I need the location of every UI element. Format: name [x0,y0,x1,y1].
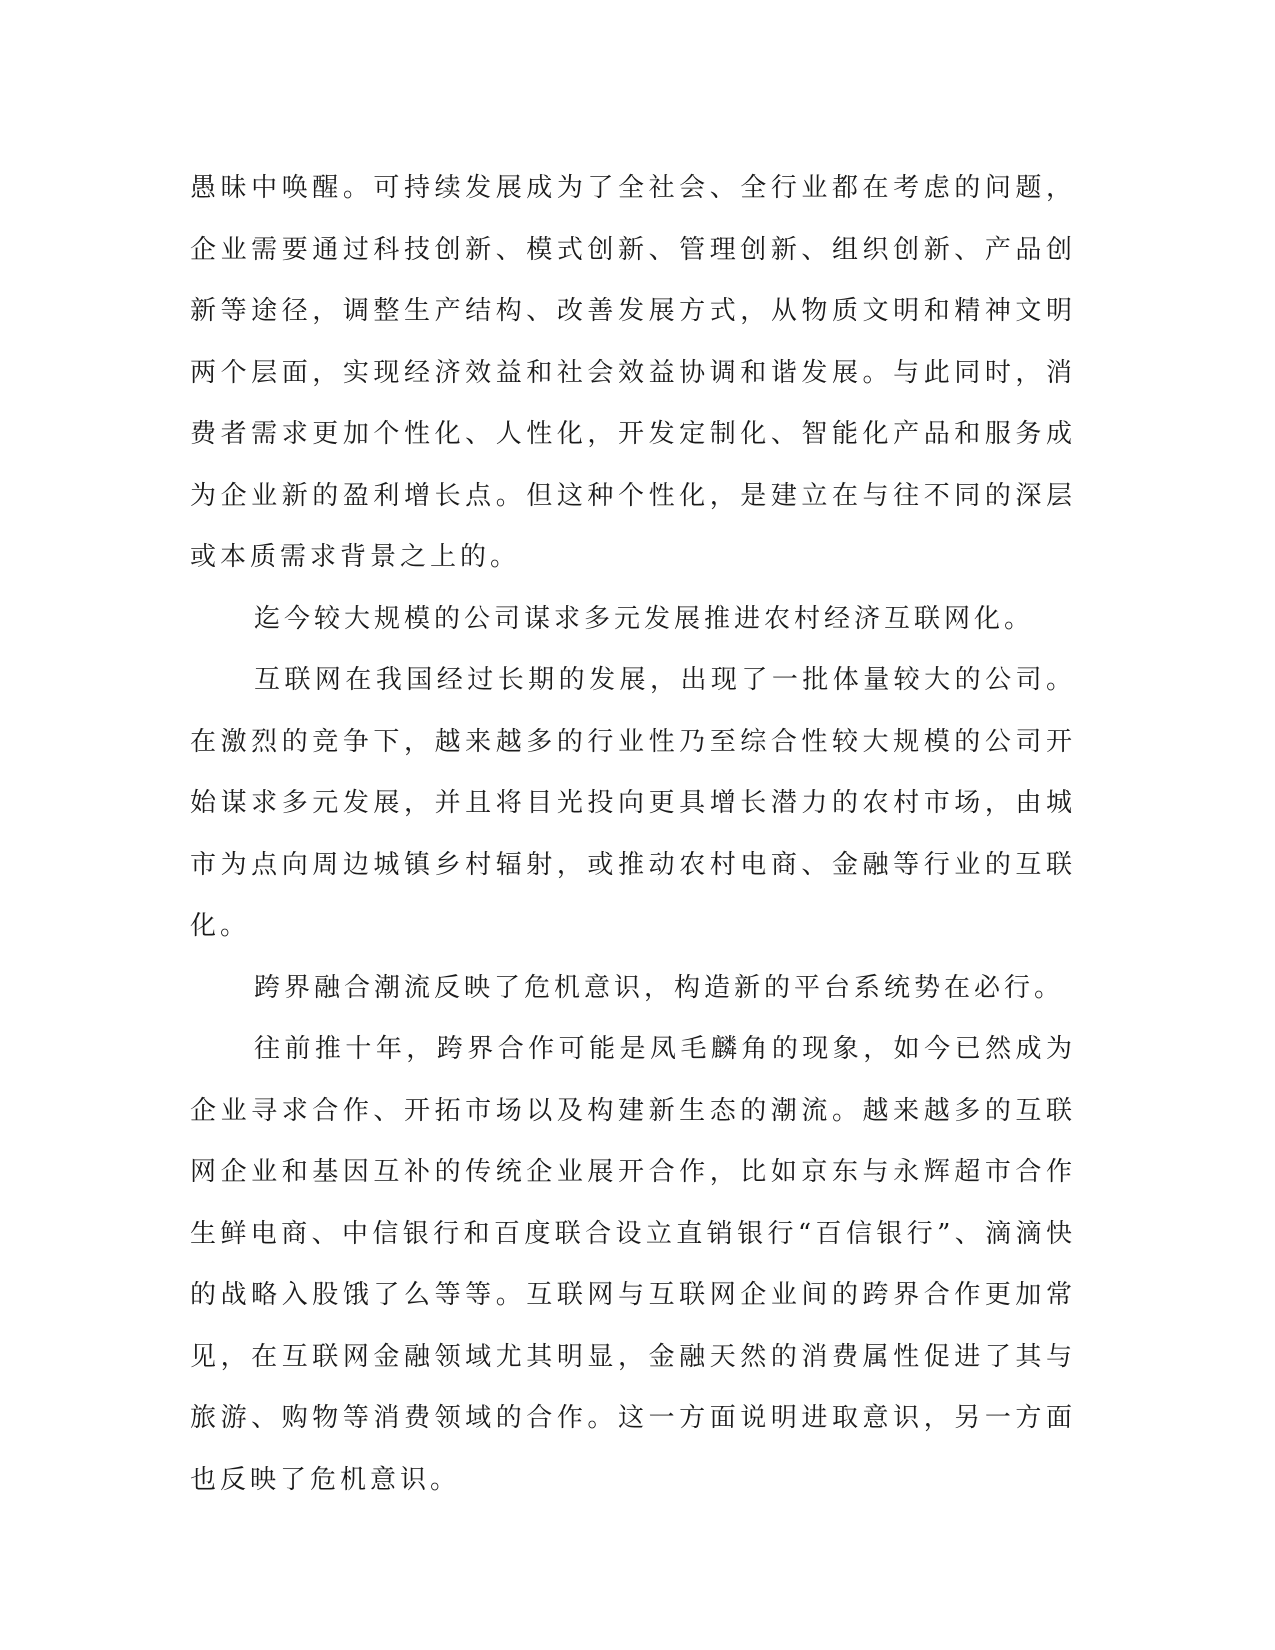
paragraph-heading-crossover: 跨界融合潮流反映了危机意识，构造新的平台系统势在必行。 [254,972,1065,1003]
paragraph-continuation: 愚昧中唤醒。可持续发展成为了全社会、全行业都在考虑的问题，企业需要通过科技创新、模式创新、管理创新、组织创新、产品创新等途径，调整生产结构、改善发展方式，从物质文明和精神文明两个层面，实现经济效益和社会效益协调和谐发展。与此同时，消费者需求更加个性化、人性化，开发定制化、智能化产品和服务成为企业新的盈利增长点。但这种个性化，是建立在与往不同的深层或本质需求背景之上的。 [190,173,1076,572]
paragraph-crossover-cooperation: 往前推十年，跨界合作可能是凤毛麟角的现象，如今已然成为企业寻求合作、开拓市场以及构建新生态的潮流。越来越多的互联网企业和基因互补的传统企业展开合作，比如京东与永辉超市合作生鲜电商、中信银行和百度联合设立直销银行“百信银行”、滴滴快的战略入股饿了么等等。互联网与互联网企业间的跨界合作更加常见，在互联网金融领域尤其明显，金融天然的消费属性促进了其与旅游、购物等消费领域的合作。这一方面说明进取意识，另一方面也反映了危机意识。 [190,1034,1076,1495]
document-body [190,158,1076,1511]
paragraph-heading-rural-internet: 迄今较大规模的公司谋求多元发展推进农村经济互联网化。 [254,603,1035,634]
paragraph-rural-market: 互联网在我国经过长期的发展，出现了一批体量较大的公司。在激烈的竞争下，越来越多的行业性乃至综合性较大规模的公司开始谋求多元发展，并且将目光投向更具增长潜力的农村市场，由城市为点向周边城镇乡村辐射，或推动农村电商、金融等行业的互联化。 [190,665,1076,941]
